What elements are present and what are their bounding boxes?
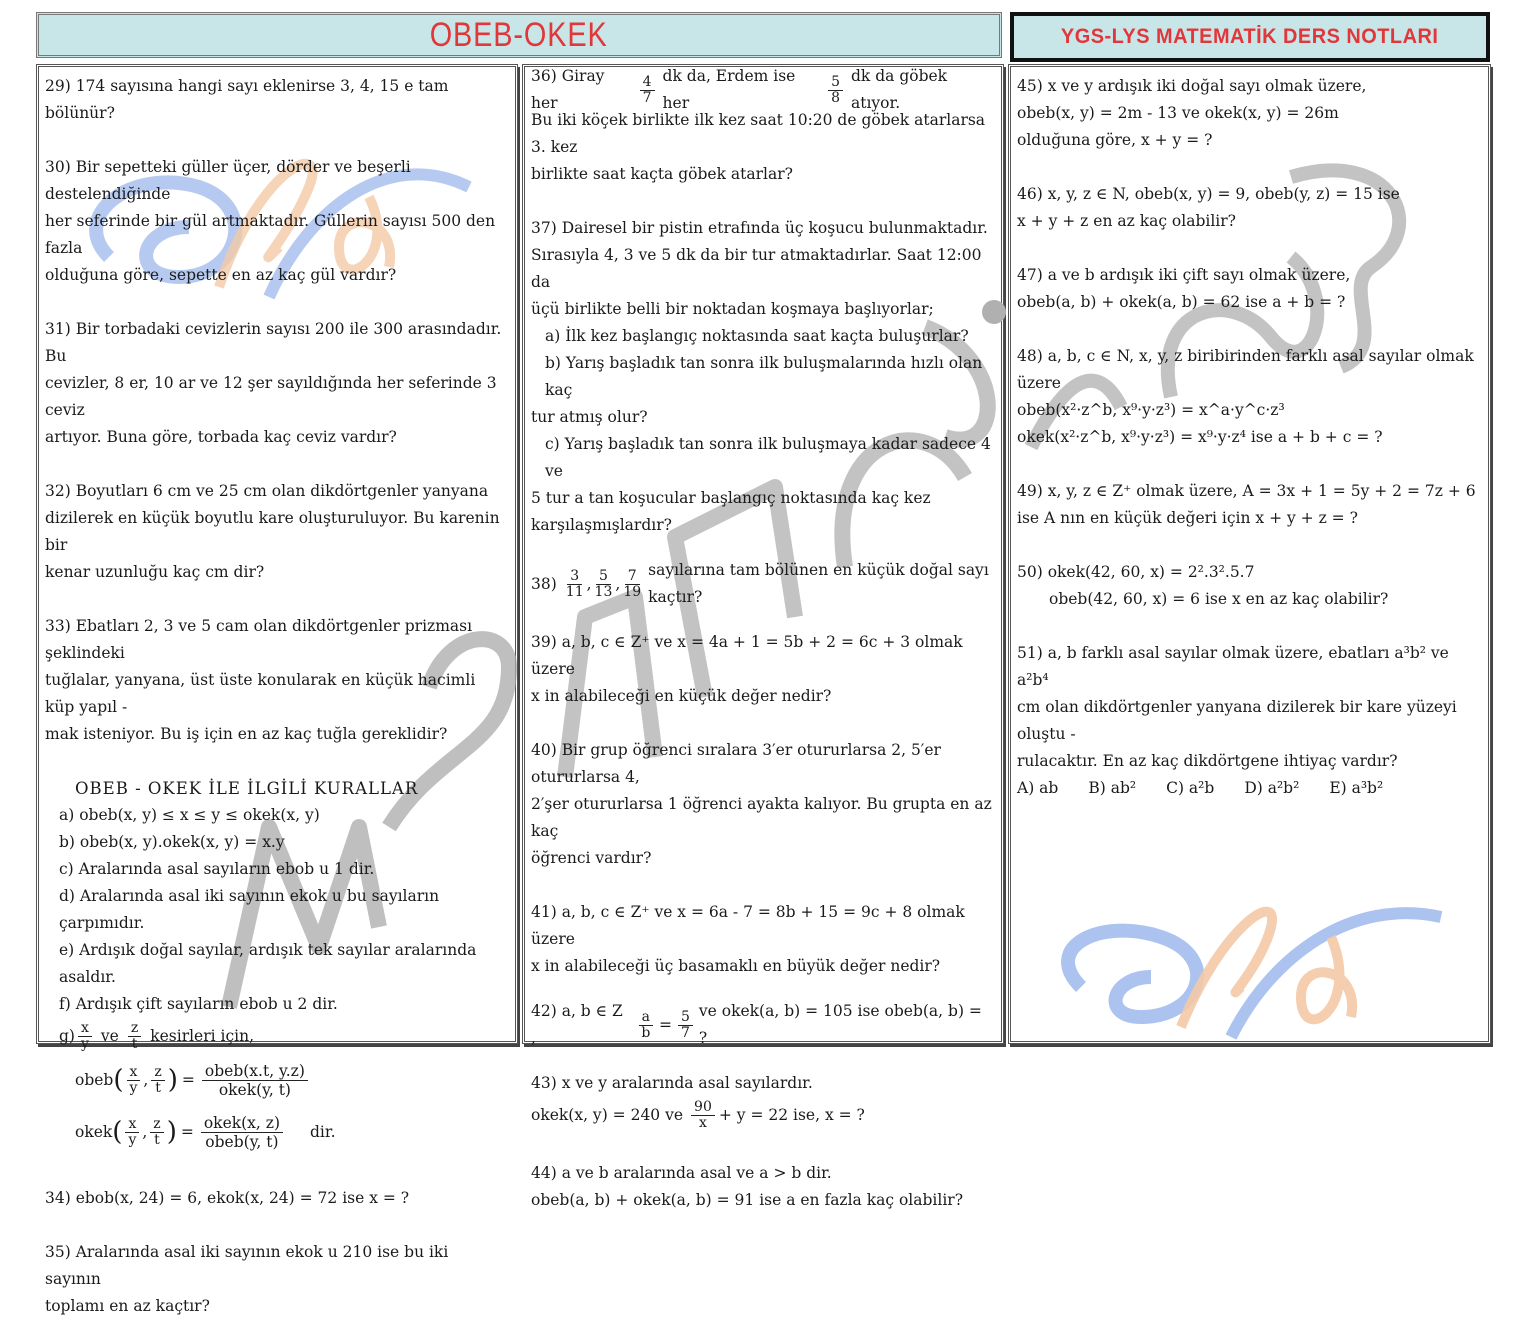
column-2 xyxy=(522,64,1004,1209)
question-40-line-3: öğrenci vardır? xyxy=(531,849,652,867)
question-29: 29) 174 sayısına hangi sayı eklenirse 3, 4, 15 e tam bölünür? xyxy=(45,77,449,122)
question-33-line-2: tuğlalar, yanyana, üst üste konularak en küçük hacimli küp yapıl - xyxy=(45,671,476,716)
question-34: 34) ebob(x, 24) = 6, ekok(x, 24) = 72 ise x = ? xyxy=(45,1189,410,1207)
question-48-line-3: okek(x²·z^b, x⁹·y·z³) = x⁹·y·z⁴ ise a + b + c = ? xyxy=(1017,428,1383,446)
gray-dot-marker xyxy=(982,300,1006,324)
question-45-line-1: 45) x ve y ardışık iki doğal sayı olmak üzere, xyxy=(1017,77,1367,95)
question-33-line-3: mak isteniyor. Bu iş için en az kaç tuğla gereklidir? xyxy=(45,725,448,743)
question-45-line-3: olduğuna göre, x + y = ? xyxy=(1017,131,1213,149)
question-35-line-1: 35) Aralarında asal iki sayının ekok u 210 ise bu iki sayının xyxy=(45,1243,449,1288)
fraction: $\frac{x}{y}$ xyxy=(78,1021,92,1052)
question-32-line-3: kenar uzunluğu kaç cm dir? xyxy=(45,563,265,581)
rule-a: a) obeb(x, y) ≤ x ≤ y ≤ okek(x, y) xyxy=(59,806,320,824)
option-b: B) ab² xyxy=(1088,779,1137,797)
option-c: C) a²b xyxy=(1166,779,1215,797)
question-50-line-1: 50) okek(42, 60, x) = 2².3².5.7 xyxy=(1017,563,1255,581)
option-d: D) a²b² xyxy=(1244,779,1300,797)
question-37-b-line-1: b) Yarış başladık tan sonra ilk buluşmalarında hızlı olan kaç xyxy=(545,354,983,399)
answer-options xyxy=(1017,775,1482,802)
question-49-line-2: ise A nın en küçük değeri için x + y + z = ? xyxy=(1017,509,1358,527)
rule-f: f) Ardışık çift sayıların ebob u 2 dir. xyxy=(59,995,338,1013)
page-title-banner xyxy=(36,12,1002,58)
rule-d: d) Aralarında asal iki sayının ekok u bu sayıların çarpımıdır. xyxy=(59,887,440,932)
rule-b: b) obeb(x, y).okek(x, y) = x.y xyxy=(59,833,285,851)
question-43-line-1: 43) x ve y aralarında asal sayılardır. xyxy=(531,1074,813,1092)
question-37-b-line-2: tur atmış olur? xyxy=(531,408,648,426)
question-41-line-2: x in alabileceği üç basamaklı en büyük değer nedir? xyxy=(531,957,941,975)
question-35-line-2: toplamı en az kaçtır? xyxy=(45,1297,210,1315)
question-37-line-1: 37) Dairesel bir pistin etrafında üç koşucu bulunmaktadır. xyxy=(531,219,988,237)
question-47-line-2: obeb(a, b) + okek(a, b) = 62 ise a + b = ? xyxy=(1017,293,1346,311)
question-50-line-2: obeb(42, 60, x) = 6 ise x en az kaç olabilir? xyxy=(1049,590,1389,608)
series-title-banner xyxy=(1010,12,1490,62)
question-51-line-2: cm olan dikdörtgenler yanyana dizilerek bir kare yüzeyi oluştu - xyxy=(1017,698,1457,743)
question-37-a: a) İlk kez başlangıç noktasında saat kaçta buluşurlar? xyxy=(545,327,969,345)
question-39-line-1: 39) a, b, c ∈ Z⁺ ve x = 4a + 1 = 5b + 2 = 6c + 3 olmak üzere xyxy=(531,633,963,678)
question-45-line-2: obeb(x, y) = 2m - 13 ve okek(x, y) = 26m xyxy=(1017,104,1339,122)
question-31-line-1: 31) Bir torbadaki cevizlerin sayısı 200 ile 300 arasındadır. Bu xyxy=(45,320,502,365)
question-31-line-2: cevizler, 8 er, 10 ar ve 12 şer sayıldığında her seferinde 3 ceviz xyxy=(45,374,497,419)
question-36-line-2: Bu iki köçek birlikte ilk kez saat 10:20 de göbek atarlarsa 3. kez xyxy=(531,111,986,156)
question-48-line-1: 48) a, b, c ∈ N, x, y, z biribirinden farklı asal sayılar olmak üzere xyxy=(1017,347,1474,392)
question-48-line-2: obeb(x²·z^b, x⁹·y·z³) = x^a·y^c·z³ xyxy=(1017,401,1285,419)
question-46-line-1: 46) x, y, z ∈ N, obeb(x, y) = 9, obeb(y, z) = 15 ise xyxy=(1017,185,1400,203)
fraction: $\frac{z}{t}$ xyxy=(128,1021,141,1052)
question-40-line-2: 2′şer otururlarsa 1 öğrenci ayakta kalıyor. Bu grupta en az kaç xyxy=(531,795,992,840)
obeb-fraction-formula: obeb ( $\frac{x}{y}$ , $\frac{z}{t}$ ) = $\frac{\text{obeb(x.t, y.z)}}{\text{okek(y, t)}}$ xyxy=(45,1054,509,1106)
question-44-line-2: obeb(a, b) + okek(a, b) = 91 ise a en fazla kaç olabilir? xyxy=(531,1191,964,1209)
question-30-line-1: 30) Bir sepetteki güller üçer, dörder ve beşerli destelendiğinde xyxy=(45,158,411,203)
question-31-line-3: artıyor. Buna göre, torbada kaç ceviz vardır? xyxy=(45,428,397,446)
question-40-line-1: 40) Bir grup öğrenci sıralara 3′er otururlarsa 2, 5′er otururlarsa 4, xyxy=(531,741,941,786)
question-37-c-line-2: 5 tur a tan koşucular başlangıç noktasında kaç kez xyxy=(531,489,931,507)
question-51-line-3: rulacaktır. En az kaç dikdörtgene ihtiyaç vardır? xyxy=(1017,752,1398,770)
rule-c: c) Aralarında asal sayıların ebob u 1 dir. xyxy=(59,860,375,878)
series-title: YGS-LYS MATEMATİK DERS NOTLARI xyxy=(1061,25,1439,48)
option-e: E) a³b² xyxy=(1329,779,1384,797)
question-43-line-2: okek(x, y) = 240 ve $\frac{90}{x}$ + y = 22 ise, x = ? xyxy=(531,1098,865,1131)
question-36-line-1: 36) Giray her $\frac{4}{7}$ dk da, Erdem ise her $\frac{5}{8}$ dk da göbek atıyor. xyxy=(531,67,948,112)
question-30-line-3: olduğuna göre, sepette en az kaç gül vardır? xyxy=(45,266,397,284)
question-38: 38) $\frac{3}{11}$ , $\frac{5}{13}$ , $\frac{7}{19}$ sayılarına tam bölünen en küçük doğal sayı kaçtır? xyxy=(531,561,989,606)
question-36-line-3: birlikte saat kaçta göbek atarlar? xyxy=(531,165,793,183)
question-32-line-2: dizilerek en küçük boyutlu kare oluşturuluyor. Bu karenin bir xyxy=(45,509,500,554)
question-37-c-line-1: c) Yarış başladık tan sonra ilk buluşmaya kadar sadece 4 ve xyxy=(545,435,991,480)
question-46-line-2: x + y + z en az kaç olabilir? xyxy=(1017,212,1236,230)
rules-heading: OBEB - OKEK İLE İLGİLİ KURALLAR xyxy=(75,779,419,798)
question-39-line-2: x in alabileceği en küçük değer nedir? xyxy=(531,687,832,705)
rule-g: g) $\frac{x}{y}$ ve $\frac{z}{t}$ kesirleri için, xyxy=(59,1019,255,1052)
question-30-line-2: her seferinde bir gül artmaktadır. Güllerin sayısı 500 den fazla xyxy=(45,212,496,257)
question-37-line-3: üçü birlikte belli bir noktadan koşmaya başlıyorlar; xyxy=(531,300,934,318)
question-47-line-1: 47) a ve b ardışık iki çift sayı olmak üzere, xyxy=(1017,266,1351,284)
question-37-line-2: Sırasıyla 4, 3 ve 5 dk da bir tur atmaktadırlar. Saat 12:00 da xyxy=(531,246,982,291)
question-33-line-1: 33) Ebatları 2, 3 ve 5 cam olan dikdörtgenler prizması şeklindeki xyxy=(45,617,473,662)
rule-e: e) Ardışık doğal sayılar, ardışık tek sayılar aralarında asaldır. xyxy=(59,941,477,986)
okek-fraction-formula: okek ( $\frac{x}{y}$ , $\frac{z}{t}$ ) = $\frac{\text{okek(x, z)}}{\text{obeb(y, t)}}$ dir. xyxy=(75,1113,336,1151)
question-44-line-1: 44) a ve b aralarında asal ve a > b dir. xyxy=(531,1164,832,1182)
column-3 xyxy=(1008,64,1491,1044)
question-37-c-line-3: karşılaşmışlardır? xyxy=(531,516,672,534)
question-51-line-1: 51) a, b farklı asal sayılar olmak üzere, ebatları a³b² ve a²b⁴ xyxy=(1017,644,1449,689)
page-title: OBEB-OKEK xyxy=(430,15,608,54)
column-1 xyxy=(36,64,518,1315)
question-32-line-1: 32) Boyutları 6 cm ve 25 cm olan dikdörtgenler yanyana xyxy=(45,482,489,500)
question-41-line-1: 41) a, b, c ∈ Z⁺ ve x = 6a - 7 = 8b + 15 = 9c + 8 olmak üzere xyxy=(531,903,965,948)
monogram-logo-icon xyxy=(1041,867,1461,1067)
option-a: A) ab xyxy=(1017,779,1059,797)
question-42: 42) a, b ∈ Z , $\frac{a}{b}$ = $\frac{5}{7}$ ve okek(a, b) = 105 ise obeb(a, b) = ? xyxy=(531,1002,982,1047)
question-49-line-1: 49) x, y, z ∈ Z⁺ olmak üzere, A = 3x + 1 = 5y + 2 = 7z + 6 xyxy=(1017,482,1476,500)
